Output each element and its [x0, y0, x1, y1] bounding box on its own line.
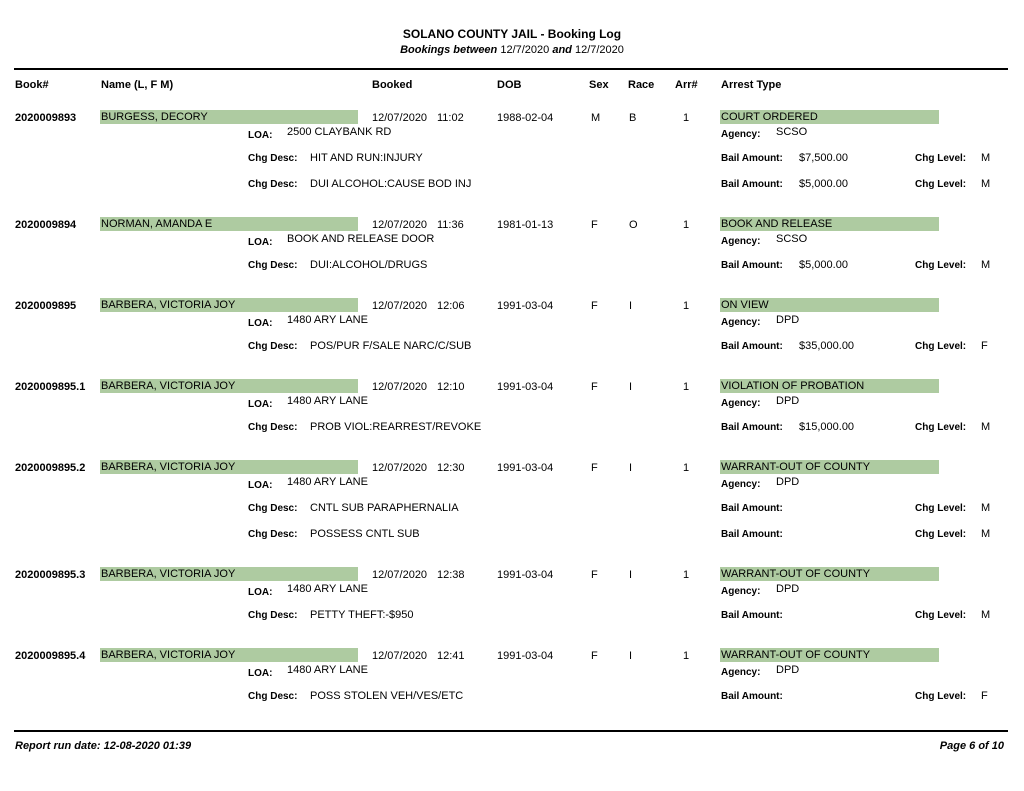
book-number: 2020009895	[15, 300, 77, 312]
dob: 1991-03-04	[497, 650, 554, 662]
booked-date: 12/07/2020	[372, 650, 428, 662]
page-number: Page 6 of 10	[939, 740, 1004, 752]
loa-value: 1480 ARY LANE	[287, 476, 368, 488]
loa-value: BOOK AND RELEASE DOOR	[287, 233, 435, 245]
booked-time: 12:30	[437, 462, 465, 474]
loa-label: LOA:	[248, 130, 273, 141]
chg-desc-label: Chg Desc:	[248, 503, 298, 514]
bail-amount-label: Bail Amount:	[721, 422, 783, 433]
agency-label: Agency:	[721, 317, 761, 328]
charge-description: CNTL SUB PARAPHERNALIA	[310, 502, 459, 514]
bail-amount-label: Bail Amount:	[721, 610, 783, 621]
date-to: 12/7/2020	[574, 44, 624, 56]
col-arrest-type: Arrest Type	[721, 79, 782, 91]
loa-label: LOA:	[248, 237, 273, 248]
charge-description: POSS STOLEN VEH/VES/ETC	[310, 690, 464, 702]
booked-date: 12/07/2020	[372, 300, 428, 312]
agency-value: DPD	[776, 314, 800, 326]
arrest-number: 1	[683, 219, 690, 231]
chg-level-label: Chg Level:	[915, 503, 967, 514]
book-number: 2020009894	[15, 219, 77, 231]
charge-description: POSSESS CNTL SUB	[310, 528, 420, 540]
dob: 1981-01-13	[497, 219, 554, 231]
charge-level: M	[981, 609, 991, 621]
report-run-date: Report run date: 12-08-2020 01:39	[15, 740, 192, 752]
bail-amount-label: Bail Amount:	[721, 153, 783, 164]
loa-label: LOA:	[248, 318, 273, 329]
agency-label: Agency:	[721, 398, 761, 409]
arrest-number: 1	[683, 112, 690, 124]
agency-label: Agency:	[721, 586, 761, 597]
sex: F	[591, 650, 598, 662]
race: I	[629, 381, 633, 393]
inmate-name: BARBERA, VICTORIA JOY	[100, 567, 358, 581]
bottom-rule	[14, 730, 1008, 732]
inmate-name: BARBERA, VICTORIA JOY	[100, 648, 358, 662]
chg-level-label: Chg Level:	[915, 260, 967, 271]
bail-amount: $5,000.00	[799, 259, 848, 271]
chg-desc-label: Chg Desc:	[248, 610, 298, 621]
arrest-number: 1	[683, 300, 690, 312]
bail-amount-label: Bail Amount:	[721, 341, 783, 352]
chg-level-label: Chg Level:	[915, 341, 967, 352]
agency-label: Agency:	[721, 667, 761, 678]
arrest-type: VIOLATION OF PROBATION	[720, 379, 939, 393]
chg-desc-label: Chg Desc:	[248, 179, 298, 190]
dob: 1991-03-04	[497, 462, 554, 474]
dob: 1991-03-04	[497, 569, 554, 581]
chg-desc-label: Chg Desc:	[248, 341, 298, 352]
loa-label: LOA:	[248, 587, 273, 598]
charge-description: PETTY THEFT:-$950	[310, 609, 414, 621]
arrest-number: 1	[683, 569, 690, 581]
booked-time: 12:06	[437, 300, 465, 312]
charge-level: M	[981, 421, 991, 433]
chg-desc-label: Chg Desc:	[248, 422, 298, 433]
arrest-type: BOOK AND RELEASE	[720, 217, 939, 231]
race: O	[629, 219, 638, 231]
loa-value: 1480 ARY LANE	[287, 583, 368, 595]
booked-time: 11:36	[437, 219, 464, 231]
sex: F	[591, 569, 598, 581]
booked-date: 12/07/2020	[372, 569, 428, 581]
arrest-type: WARRANT-OUT OF COUNTY	[720, 648, 939, 662]
arrest-type: ON VIEW	[720, 298, 939, 312]
charge-description: HIT AND RUN:INJURY	[310, 152, 423, 164]
inmate-name: BARBERA, VICTORIA JOY	[100, 379, 358, 393]
report-title: SOLANO COUNTY JAIL - Booking Log	[402, 27, 622, 41]
col-race: Race	[628, 79, 655, 91]
chg-desc-label: Chg Desc:	[248, 529, 298, 540]
inmate-name: BARBERA, VICTORIA JOY	[100, 460, 358, 474]
charge-level: M	[981, 178, 991, 190]
dob: 1988-02-04	[497, 112, 554, 124]
dob: 1991-03-04	[497, 300, 554, 312]
charge-level: M	[981, 259, 991, 271]
chg-desc-label: Chg Desc:	[248, 260, 298, 271]
bail-amount-label: Bail Amount:	[721, 260, 783, 271]
col-booked: Booked	[372, 79, 413, 91]
book-number: 2020009895.2	[15, 462, 86, 474]
chg-desc-label: Chg Desc:	[248, 691, 298, 702]
arrest-number: 1	[683, 650, 690, 662]
sex: F	[591, 462, 598, 474]
col-sex: Sex	[589, 79, 609, 91]
bail-amount-label: Bail Amount:	[721, 503, 783, 514]
chg-level-label: Chg Level:	[915, 153, 967, 164]
loa-value: 1480 ARY LANE	[287, 314, 368, 326]
race: B	[629, 112, 637, 124]
chg-level-label: Chg Level:	[915, 691, 967, 702]
col-name: Name (L, F M)	[101, 79, 174, 91]
chg-level-label: Chg Level:	[915, 179, 967, 190]
book-number: 2020009895.3	[15, 569, 86, 581]
agency-label: Agency:	[721, 129, 761, 140]
bail-amount: $15,000.00	[799, 421, 855, 433]
charge-level: F	[981, 690, 988, 702]
agency-value: SCSO	[776, 126, 808, 138]
charge-level: M	[981, 528, 991, 540]
agency-value: DPD	[776, 395, 800, 407]
charge-description: DUI ALCOHOL:CAUSE BOD INJ	[310, 178, 472, 190]
arrest-type: WARRANT-OUT OF COUNTY	[720, 567, 939, 581]
charge-description: PROB VIOL:REARREST/REVOKE	[310, 421, 482, 433]
sex: F	[591, 300, 598, 312]
col-dob: DOB	[497, 79, 522, 91]
loa-label: LOA:	[248, 668, 273, 679]
charge-description: POS/PUR F/SALE NARC/C/SUB	[310, 340, 472, 352]
agency-value: DPD	[776, 476, 800, 488]
report-subtitle	[0, 44, 1024, 56]
race: I	[629, 462, 633, 474]
loa-value: 1480 ARY LANE	[287, 395, 368, 407]
subtitle-and: and	[552, 44, 572, 56]
charge-level: M	[981, 502, 991, 514]
bail-amount: $35,000.00	[799, 340, 855, 352]
top-rule	[14, 68, 1008, 70]
agency-label: Agency:	[721, 236, 761, 247]
charge-description: DUI:ALCOHOL/DRUGS	[310, 259, 428, 271]
inmate-name: BARBERA, VICTORIA JOY	[100, 298, 358, 312]
bail-amount-label: Bail Amount:	[721, 179, 783, 190]
booked-time: 12:41	[437, 650, 465, 662]
dob: 1991-03-04	[497, 381, 554, 393]
sex: F	[591, 219, 598, 231]
subtitle-prefix: Bookings between	[400, 44, 498, 56]
book-number: 2020009895.1	[15, 381, 86, 393]
bail-amount-label: Bail Amount:	[721, 691, 783, 702]
loa-value: 1480 ARY LANE	[287, 664, 368, 676]
loa-label: LOA:	[248, 480, 273, 491]
race: I	[629, 300, 633, 312]
sex: F	[591, 381, 598, 393]
chg-level-label: Chg Level:	[915, 529, 967, 540]
agency-label: Agency:	[721, 479, 761, 490]
agency-value: DPD	[776, 583, 800, 595]
agency-value: SCSO	[776, 233, 808, 245]
loa-value: 2500 CLAYBANK RD	[287, 126, 392, 138]
sex: M	[591, 112, 601, 124]
chg-level-label: Chg Level:	[915, 422, 967, 433]
loa-label: LOA:	[248, 399, 273, 410]
booked-date: 12/07/2020	[372, 462, 428, 474]
race: I	[629, 569, 633, 581]
book-number: 2020009895.4	[15, 650, 86, 662]
arrest-number: 1	[683, 381, 690, 393]
bail-amount: $7,500.00	[799, 152, 848, 164]
inmate-name: NORMAN, AMANDA E	[100, 217, 358, 231]
charge-level: F	[981, 340, 988, 352]
booked-time: 12:10	[437, 381, 465, 393]
booked-time: 11:02	[437, 112, 464, 124]
chg-level-label: Chg Level:	[915, 610, 967, 621]
charge-level: M	[981, 152, 991, 164]
agency-value: DPD	[776, 664, 800, 676]
inmate-name: BURGESS, DECORY	[100, 110, 358, 124]
race: I	[629, 650, 633, 662]
book-number: 2020009893	[15, 112, 77, 124]
date-from: 12/7/2020	[500, 44, 550, 56]
arrest-number: 1	[683, 462, 690, 474]
col-arr: Arr#	[675, 79, 698, 91]
booked-date: 12/07/2020	[372, 381, 428, 393]
booked-date: 12/07/2020	[372, 112, 428, 124]
arrest-type: COURT ORDERED	[720, 110, 939, 124]
arrest-type: WARRANT-OUT OF COUNTY	[720, 460, 939, 474]
chg-desc-label: Chg Desc:	[248, 153, 298, 164]
booked-time: 12:38	[437, 569, 465, 581]
booked-date: 12/07/2020	[372, 219, 428, 231]
col-book: Book#	[15, 79, 49, 91]
bail-amount-label: Bail Amount:	[721, 529, 783, 540]
bail-amount: $5,000.00	[799, 178, 848, 190]
